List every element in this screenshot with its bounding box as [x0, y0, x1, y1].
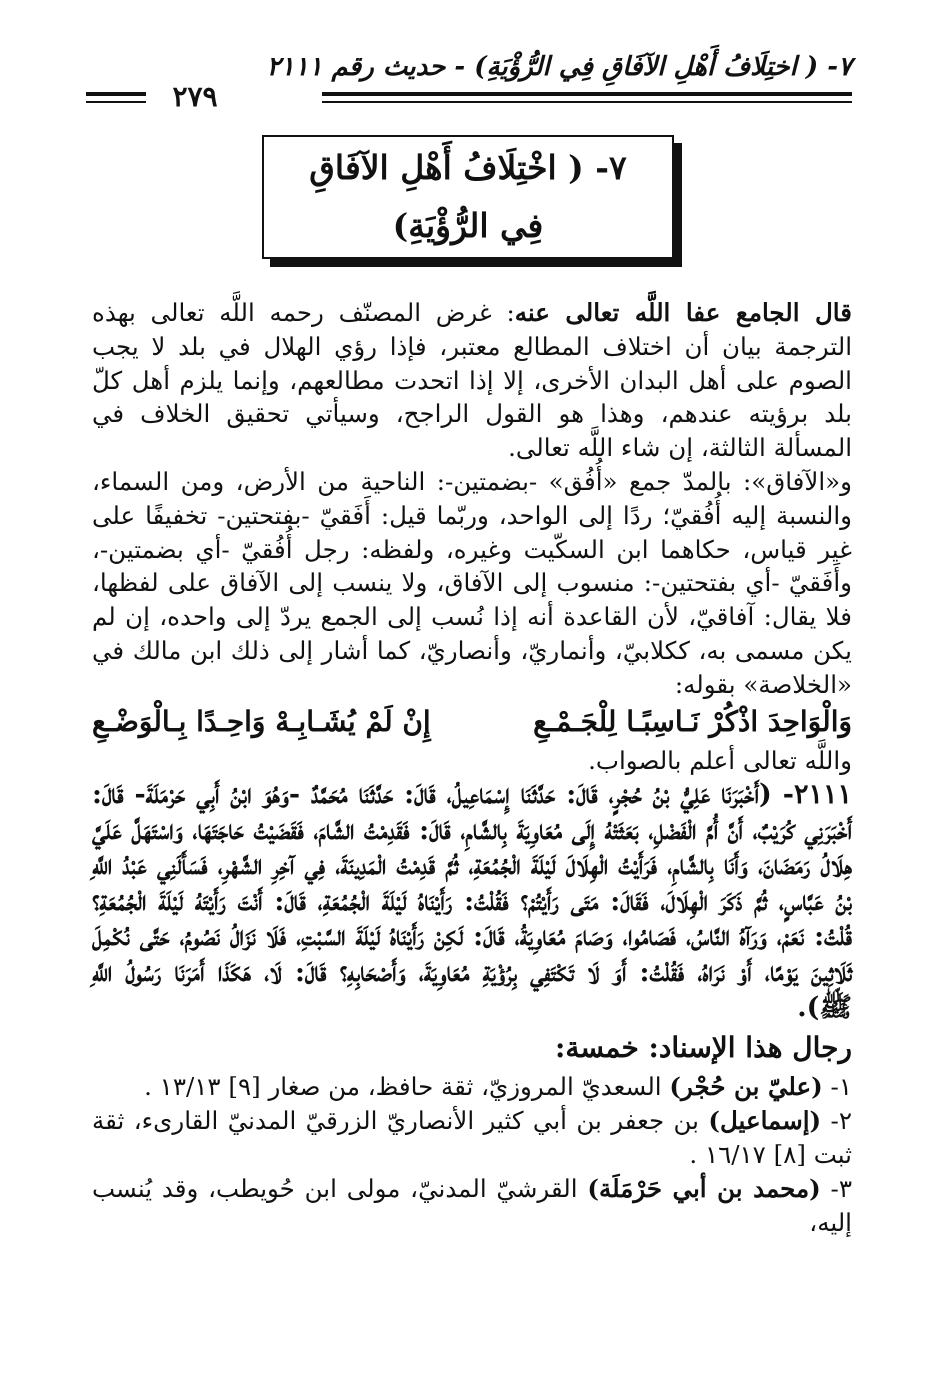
narrator-number: ٣-: [830, 1173, 852, 1203]
narrator-desc: بن جعفر بن أبي كثير الأنصاريّ الزرقيّ المدنيّ القارىء، ثقة ثبت [٨] ١٦/١٧ .: [92, 1105, 852, 1169]
narrator-desc: القرشيّ المدنيّ، مولى ابن حُويطب، وقد يُنسب إليه،: [92, 1173, 852, 1237]
chapter-title-box: [262, 135, 674, 259]
body-text: [92, 296, 852, 1240]
narrator-name: (محمد بن أبي حَرْمَلَة): [587, 1173, 821, 1203]
narrator-number: ٢-: [830, 1105, 852, 1135]
running-header: ٧- ( اختِلَافُ أَهْلِ الآفَاقِ فِي الرُّؤْيَةِ) - حديث رقم ٢١١١: [266, 52, 852, 82]
hadith-text: ٢١١١- (أَخْبَرَنَا عَلِيُّ بْنُ حُجْرٍ، قَالَ: حَدَّثَنَا إِسْمَاعِيلُ، قَالَ: حَدَّثَنَا مُحَمَّدٌ -وَهُوَ ابْنُ أَبِي حَرْمَلَةَ- قَالَ: أَخْبَرَنِي كُرَيْبٌ، أَنَّ أُمَّ الْفَضْلِ، بَعَثَتْهُ إِلَى مُعَاوِيَةَ بِالشَّامِ، قَالَ: فَقَدِمْتُ الشَّامَ، فَقَضَيْتُ حَاجَتَهَا، وَاسْتَهَلَّ عَلَيَّ هِلَالُ رَمَضَانَ، وَأَنَا بِالشَّامِ، فَرَأَيْتُ الْهِلَالَ لَيْلَةَ الْجُمُعَةِ، ثُمَّ قَدِمْتُ الْمَدِينَةَ، فِي آخِرِ الشَّهْرِ، فَسَأَلَنِي عَبْدُ اللَّهِ بْنُ عَبَّاسٍ، ثُمَّ ذَكَرَ الْهِلَالَ، فَقَالَ: مَتَى رَأَيْتُمْ؟ فَقُلْتُ: رَأَيْنَاهُ لَيْلَةَ الْجُمُعَةِ، قَالَ: أَنْتَ رَأَيْتَهُ لَيْلَةَ الْجُمُعَةِ؟ قُلْتُ: نَعَمْ، وَرَآهُ النَّاسُ، فَصَامُوا، وَصَامَ مُعَاوِيَةُ، قَالَ: لَكِنْ رَأَيْنَاهُ لَيْلَةَ السَّبْتِ، فَلَا نَزَالُ نَصُومُ، حَتَّى نُكْمِلَ ثَلَاثِينَ يَوْمًا، أَوْ نَرَاهُ، فَقُلْتُ: أَوَ لَا تَكْتَفِي بِرُؤْيَةِ مُعَاوِيَةَ، وَأَصْحَابِهِ؟ قَالَ: لَا، هَكَذَا أَمَرَنَا رَسُولُ اللَّهِ ﷺ).: [92, 779, 852, 1024]
verse-second-hemistich: إِنْ لَمْ يُشَـابِـهْ وَاحِـدًا بِـالْوَضْـعِ: [92, 704, 431, 738]
intro-lead: قال الجامع عفا اللَّه تعالى عنه: [514, 298, 852, 327]
verse: [92, 702, 852, 742]
narrators-heading: رجال هذا الإسناد: خمسة:: [554, 1030, 852, 1064]
chapter-title: ٧- ( اخْتِلَافُ أَهْلِ الآفَاقِ فِي الرُّؤْيَةِ): [309, 148, 627, 245]
header-rule: [322, 92, 852, 103]
narrator-desc: السعديّ المروزيّ، ثقة حافظ، من صغار [٩] ١٣/١٣ .: [144, 1071, 662, 1101]
narrator-item: [92, 1104, 852, 1172]
narrator-item: [92, 1070, 852, 1104]
header-rule-left: [86, 92, 146, 103]
closing-line: واللَّه تعالى أعلم بالصواب.: [588, 745, 852, 775]
page-number: ٢٧٩: [172, 80, 218, 113]
narrator-number: ١-: [830, 1071, 852, 1101]
narrator-name: (عليّ بن حُجْر): [669, 1071, 823, 1101]
lexical-note: و«الآفاق»: بالمدّ جمع «أُفُق» -بضمتين-: الناحية من الأرض، ومن السماء، والنسبة إليه أُفُقيّ؛ ردًا إلى الواحد، وربّما قيل: أَفَقيّ -بفتحتين- تخفيفًا على غير قياس، حكاهما ابن السكّيت وغيره، ولفظه: رجل أُفُقيّ -أي بضمتين-، وأَفَقيّ -أي بفتحتين-: منسوب إلى الآفاق، ولا ينسب إلى الآفاق على لفظها، فلا يقال: آفاقيّ، لأن القاعدة أنه إذا نُسب إلى الجمع يردّ إلى واحده، إن لم يكن مسمى به، ككلابيّ، وأنماريّ، وأنصاريّ، كما أشار إلى ذلك ابن مالك في «الخلاصة» بقوله:: [92, 466, 852, 699]
narrator-name: (إسماعيل): [708, 1105, 822, 1135]
intro-paragraph: [92, 296, 852, 465]
verse-first-hemistich: وَالْوَاحِدَ اذْكُرْ نَـاسِبًـا لِلْجَـمْـعِ: [533, 704, 852, 738]
intro-text: : غرض المصنّف رحمه اللَّه تعالى بهذه الترجمة بيان أن اختلاف المطالع معتبر، فإذا رؤي الهلال في بلد لا يجب الصوم على أهل البدان الأخرى، إلا إذا اتحدت مطالعهم، وإنما يلزم أهل كلّ بلد برؤيته عندهم، وهذا هو القول الراجح، وسيأتي تحقيق الخلاف في المسألة الثالثة، إن شاء اللَّه تعالى.: [92, 298, 852, 463]
narrator-item: [92, 1172, 852, 1240]
